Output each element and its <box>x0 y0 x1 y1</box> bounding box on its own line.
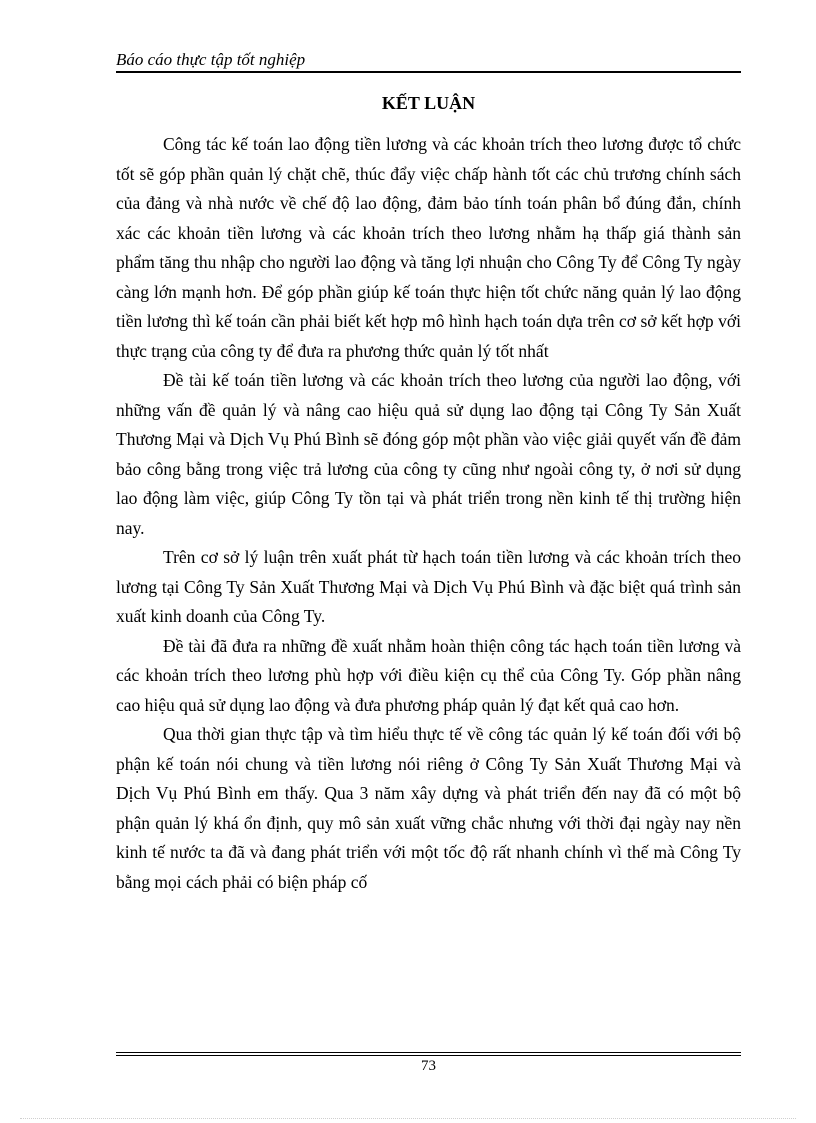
running-header: Báo cáo thực tập tốt nghiệp <box>116 50 306 69</box>
paragraph: Công tác kế toán lao động tiền lương và các khoản trích theo lương được tổ chức tốt sẽ góp phần quản lý chặt chẽ, thúc đẩy việc chấp hành tốt các chủ trương chính sách của đảng và nhà nước về chế độ lao động, đảm bảo tính toán phân bổ đúng đắn, chính xác các khoản tiền lương và các khoản trích theo lương nhằm hạ thấp giá thành sản phẩm tăng thu nhập cho người lao động và tăng lợi nhuận cho Công Ty để Công Ty ngày càng lớn mạnh hơn. Để góp phần giúp kế toán thực hiện tốt chức năng quản lý lao động tiền lương thì kế toán cần phải biết kết hợp mô hình hạch toán dựa trên cơ sở kết hợp với thực trạng của công ty để đưa ra phương thức quản lý tốt nhất <box>116 134 741 361</box>
paragraph: Qua thời gian thực tập và tìm hiểu thực tế về công tác quản lý kế toán đối với bộ phận kế toán nói chung và tiền lương nói riêng ở Công Ty Sản Xuất Thương Mại và Dịch Vụ Phú Bình em thấy. Qua 3 năm xây dựng và phát triển đến nay đã có một bộ phận quản lý khá ổn định, quy mô sản xuất vững chắc nhưng với thời đại ngày nay nền kinh tế nước ta đã và đang phát triển với một tốc độ rất nhanh chính vì thế mà Công Ty bằng mọi cách phải có biện pháp cố <box>116 724 741 892</box>
paragraph: Đề tài kế toán tiền lương và các khoản trích theo lương của người lao động, với những vấn đề quản lý và nâng cao hiệu quả sử dụng lao động tại Công Ty Sản Xuất Thương Mại và Dịch Vụ Phú Bình sẽ đóng góp một phần vào việc giải quyết vấn đề đảm bảo công bằng trong việc trả lương của công ty cũng như ngoài công ty, ở nơi sử dụng lao động làm việc, giúp Công Ty tồn tại và phát triển trong nền kinh tế thị trường hiện nay. <box>116 370 741 538</box>
paragraph: Trên cơ sở lý luận trên xuất phát từ hạch toán tiền lương và các khoản trích theo lương tại Công Ty Sản Xuất Thương Mại và Dịch Vụ Phú Bình và đặc biệt quá trình sản xuất kinh doanh của Công Ty. <box>116 547 741 626</box>
header-divider <box>116 71 741 73</box>
page-number: 73 <box>421 1058 436 1074</box>
footer-divider <box>116 1055 741 1056</box>
body-text <box>116 130 741 897</box>
paragraph: Đề tài đã đưa ra những đề xuất nhằm hoàn thiện công tác hạch toán tiền lương và các khoản trích theo lương phù hợp với điều kiện cụ thể của Công Ty. Góp phần nâng cao hiệu quả sử dụng lao động và đưa phương pháp quản lý đạt kết quả cao hơn. <box>116 635 741 715</box>
page-edge-guide <box>20 1118 796 1119</box>
section-title: KẾT LUẬN <box>381 93 476 113</box>
footer-divider <box>116 1052 741 1053</box>
